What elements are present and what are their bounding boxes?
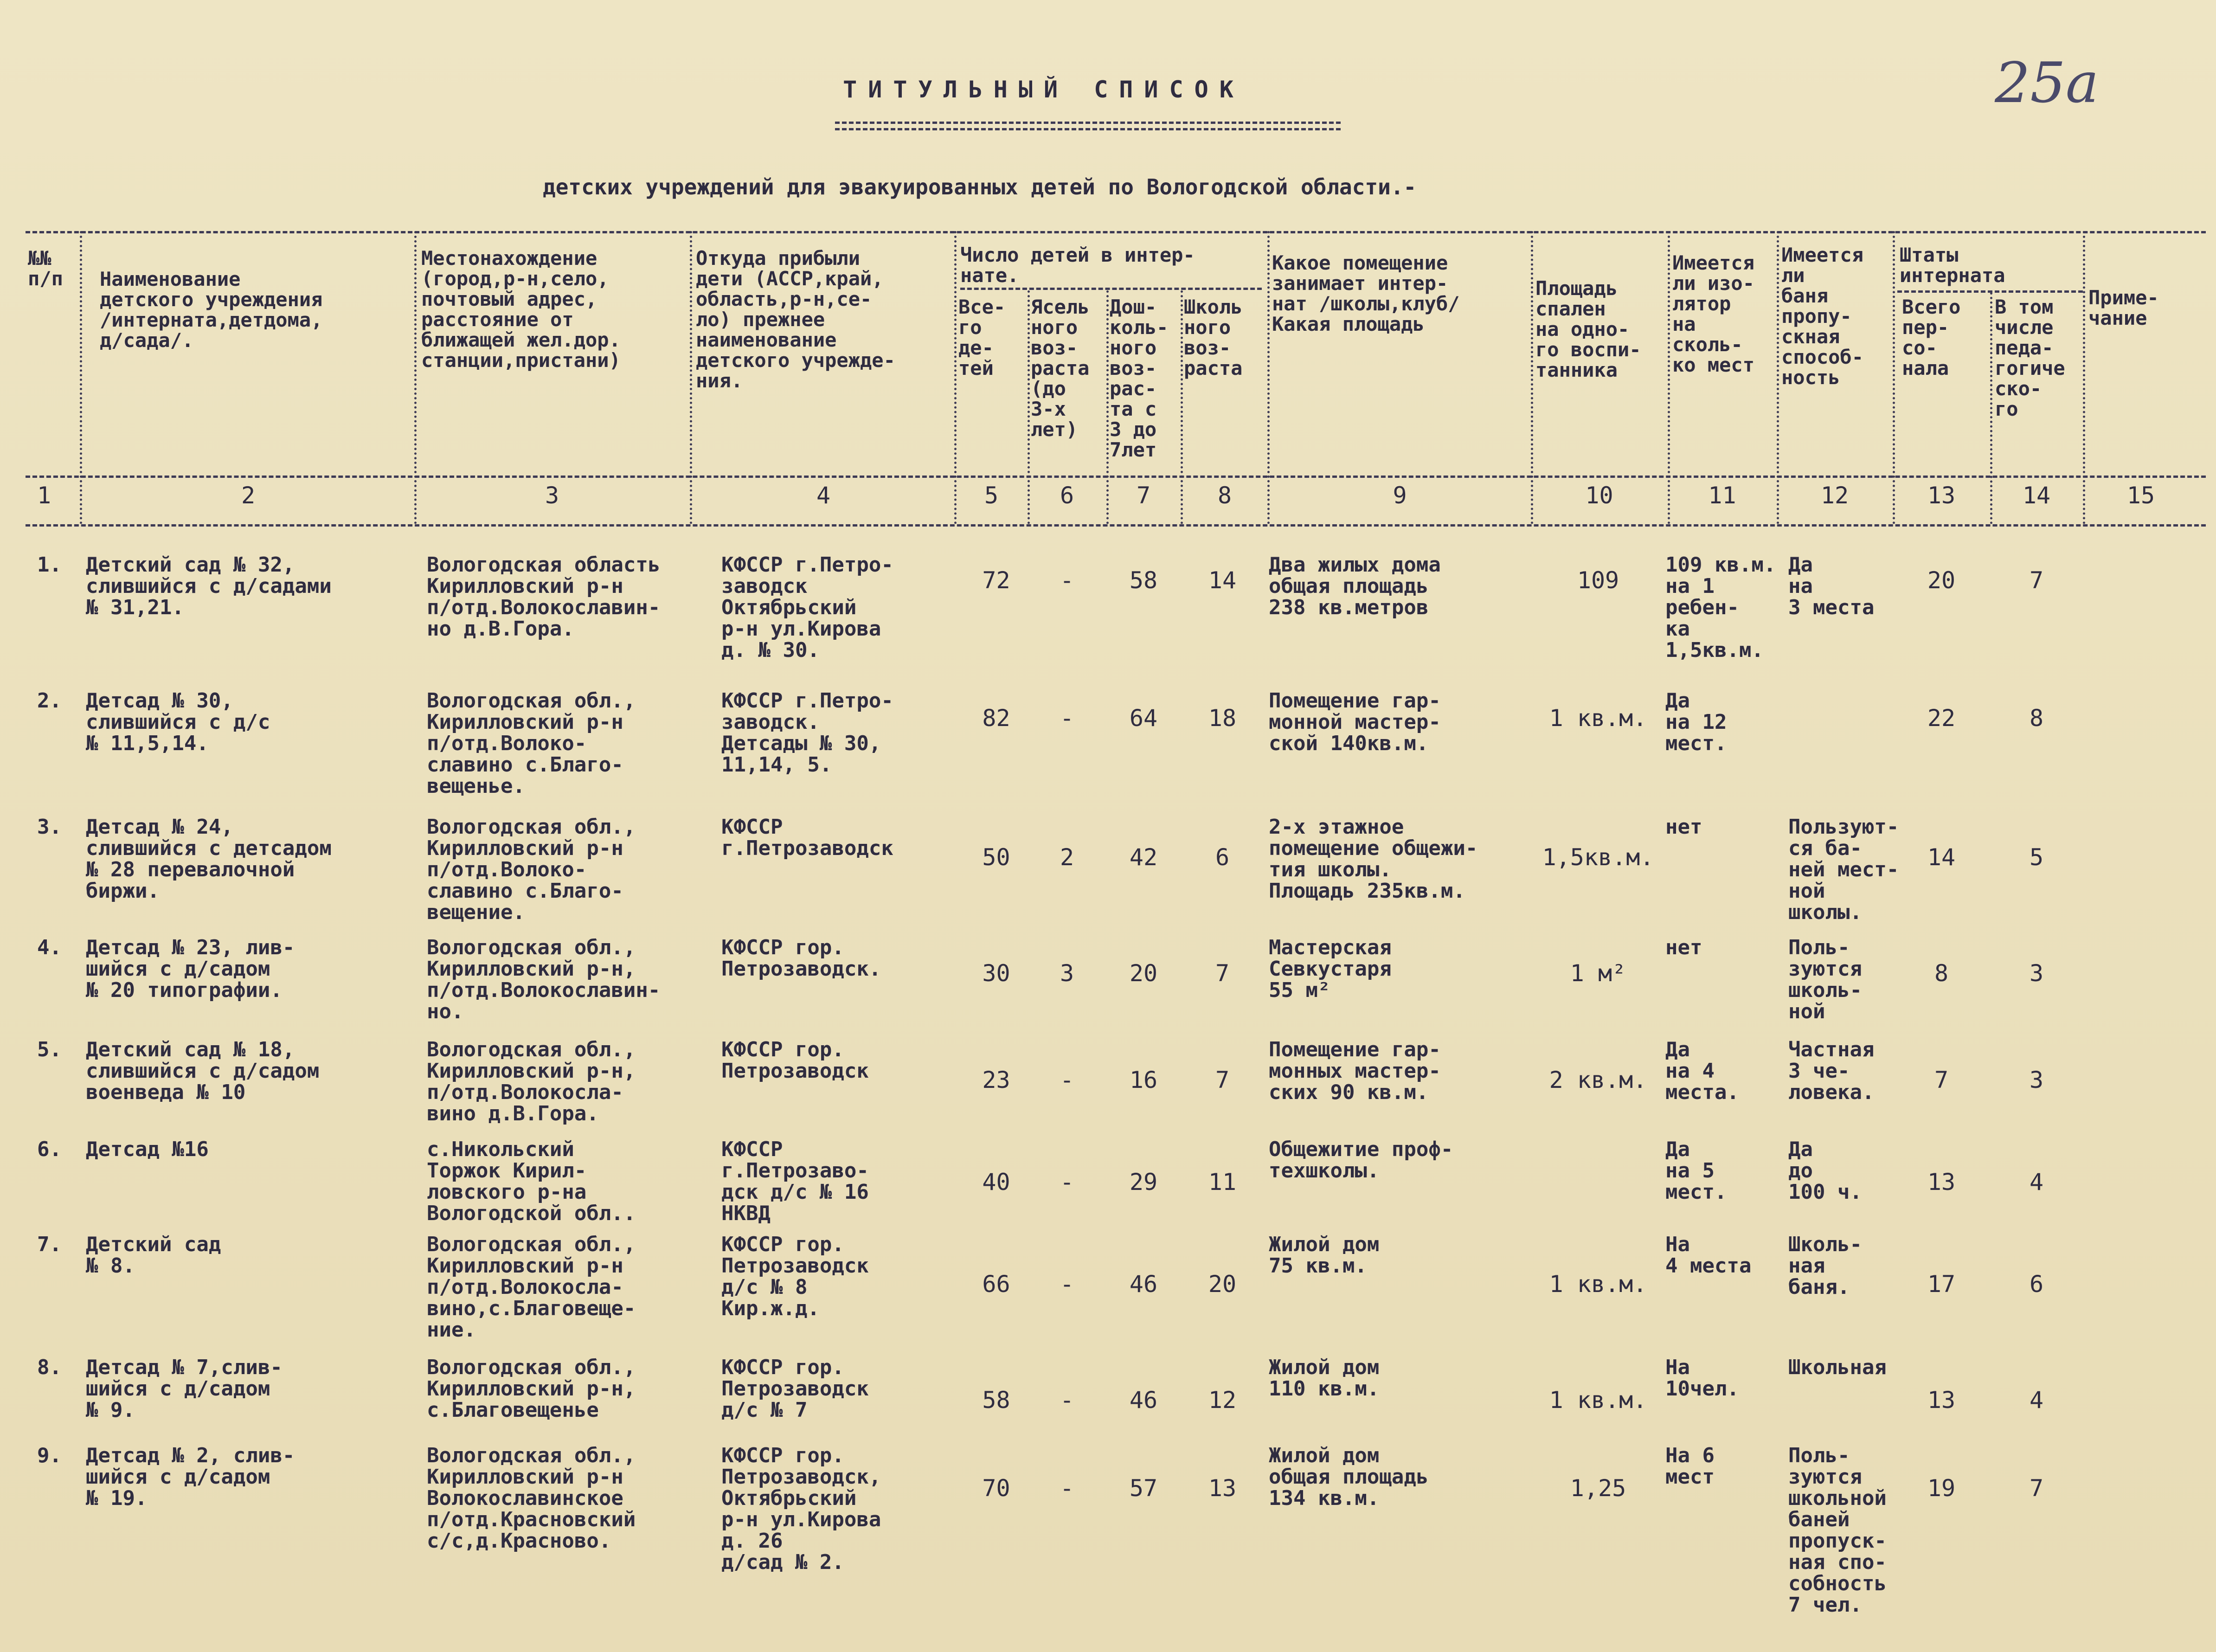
column-number: 10: [1585, 482, 1613, 509]
cell-c8: 6: [1215, 844, 1230, 871]
cell-c8: 18: [1208, 705, 1237, 732]
cell-c12: Школьная: [1788, 1356, 1887, 1379]
cell-c9: Помещение гар- монных мастер- ских 90 кв.м.: [1269, 1038, 1441, 1104]
cell-c10: 1 м²: [1570, 960, 1626, 987]
header-location: Местонахождение (город,р-н,село, почтовый адрес, расстояние от ближащей жел.дор. станции,пристани): [421, 247, 621, 372]
cell-c9: Два жилых дома общая площадь 238 кв.метров: [1269, 553, 1441, 619]
col-divider: [1893, 231, 1895, 524]
cell-c9: Жилой дом общая площадь 134 кв.м.: [1269, 1444, 1429, 1510]
cell-c4: КФССР г.Петро- заводск Октябрьский р-н ул.Кирова д. № 30.: [721, 553, 893, 662]
cell-c6: -: [1060, 1475, 1074, 1502]
cell-c13: 13: [1927, 1387, 1956, 1414]
column-number: 15: [2126, 482, 2155, 509]
cell-c6: -: [1060, 1067, 1074, 1093]
col-divider: [80, 231, 82, 524]
cell-c9: Жилой дом 110 кв.м.: [1269, 1356, 1380, 1401]
cell-c11: Да на 5 мест.: [1665, 1138, 1727, 1204]
header-staff-teaching: В том числе педа- гогиче ско- го: [1995, 296, 2065, 420]
header-children-nursery: Ясель ного воз- раста (до 3-х лет): [1031, 296, 1090, 441]
cell-c5: 70: [982, 1475, 1010, 1502]
cell-c1: 5.: [37, 1038, 62, 1061]
cell-c3: Вологодская обл., Кирилловский р-н, с.Благовещенье: [427, 1356, 636, 1422]
cell-c6: -: [1060, 1271, 1074, 1298]
cell-c2: Детсад №16: [86, 1138, 209, 1161]
cell-c2: Детсад № 23, лив- шийся с д/садом № 20 типографии.: [86, 936, 295, 1002]
header-staff-total: Всего пер- со- нала: [1902, 296, 1961, 379]
cell-c2: Детсад № 2, слив- шийся с д/садом № 19.: [86, 1444, 295, 1510]
column-number: 7: [1136, 482, 1151, 509]
cell-c8: 7: [1215, 960, 1230, 987]
cell-c4: КФССР гор. Петрозаводск д/с № 7: [721, 1356, 869, 1422]
cell-c13: 19: [1927, 1475, 1956, 1502]
column-number: 4: [816, 482, 831, 509]
cell-c9: Жилой дом 75 кв.м.: [1269, 1233, 1380, 1278]
header-origin: Откуда прибыли дети (АССР,край, область,р-н,се- ло) прежнее наименование детского учрежде- ния.: [696, 247, 895, 392]
cell-c7: 42: [1129, 844, 1158, 871]
column-number: 3: [545, 482, 559, 509]
cell-c14: 6: [2029, 1271, 2044, 1298]
cell-c13: 7: [1934, 1067, 1949, 1093]
header-children-preschool: Дош- коль- ного воз- рас- та с 3 до 7лет: [1110, 296, 1169, 461]
cell-c5: 23: [982, 1067, 1010, 1093]
cell-c3: Вологодская обл., Кирилловский р-н, п/отд.Волокославин- но.: [427, 936, 661, 1023]
col-divider: [414, 231, 417, 524]
cell-c6: 2: [1060, 844, 1074, 871]
cell-c14: 4: [2029, 1387, 2044, 1414]
cell-c7: 20: [1129, 960, 1158, 987]
col-divider: [1777, 231, 1779, 524]
cell-c1: 9.: [37, 1444, 62, 1467]
header-bathhouse: Имеется ли баня пропу- скная способ- ность: [1781, 244, 1864, 389]
header-institution-name: Наименование детского учреждения /интерната,детдома, д/сада/.: [100, 268, 323, 352]
cell-c11: Да на 4 места.: [1665, 1038, 1739, 1104]
cell-c7: 29: [1129, 1169, 1158, 1196]
cell-c3: Вологодская область Кирилловский р-н п/отд.Волокославин- но д.В.Гора.: [427, 553, 661, 641]
cell-c1: 3.: [37, 815, 62, 839]
cell-c4: КФССР гор. Петрозаводск: [721, 1038, 869, 1083]
cell-c10: 1,25: [1570, 1475, 1626, 1502]
cell-c13: 13: [1927, 1169, 1956, 1196]
cell-c10: 2 кв.м.: [1549, 1067, 1647, 1093]
cell-c6: -: [1060, 1387, 1074, 1414]
cell-c8: 7: [1215, 1067, 1230, 1093]
title-underline: [835, 122, 1341, 124]
header-staff-group: Штаты интерната: [1900, 244, 2005, 287]
cell-c13: 20: [1927, 567, 1956, 594]
cell-c7: 64: [1129, 705, 1158, 732]
cell-c11: На 6 мест: [1665, 1444, 1715, 1489]
cell-c7: 58: [1129, 567, 1158, 594]
header-row-number: №№ п/п: [28, 247, 63, 290]
cell-c10: 1,5кв.м.: [1542, 844, 1654, 871]
cell-c13: 17: [1927, 1271, 1956, 1298]
cell-c12: Да до 100 ч.: [1788, 1138, 1862, 1204]
cell-c12: Частная 3 че- ловека.: [1788, 1038, 1875, 1104]
cell-c11: 109 кв.м. на 1 ребен- ка 1,5кв.м.: [1665, 553, 1776, 662]
cell-c3: Вологодская обл., Кирилловский р-н п/отд.Волокосла- вино,с.Благовеще- ние.: [427, 1233, 636, 1342]
cell-c14: 7: [2029, 567, 2044, 594]
column-number: 13: [1927, 482, 1956, 509]
header-bottom-rule: [26, 476, 2206, 478]
cell-c6: -: [1060, 567, 1074, 594]
cell-c1: 1.: [37, 553, 62, 577]
cell-c14: 3: [2029, 960, 2044, 987]
cell-c14: 4: [2029, 1169, 2044, 1196]
column-number: 2: [241, 482, 256, 509]
cell-c4: КФССР г.Петро- заводск. Детсады № 30, 11,14, 5.: [721, 689, 893, 777]
cell-c9: Общежитие проф- техшколы.: [1269, 1138, 1453, 1183]
cell-c14: 3: [2029, 1067, 2044, 1093]
cell-c10: 1 кв.м.: [1549, 1387, 1647, 1414]
header-children-total: Все- го де- тей: [958, 296, 1006, 379]
cell-c1: 8.: [37, 1356, 62, 1379]
cell-c2: Детсад № 24, слившийся с детсадом № 28 перевалочной биржи.: [86, 815, 332, 903]
cell-c1: 7.: [37, 1233, 62, 1256]
cell-c2: Детский сад № 32, слившийся с д/садами № 31,21.: [86, 553, 332, 619]
column-number: 14: [2022, 482, 2051, 509]
cell-c4: КФССР г.Петрозаводск: [721, 815, 893, 860]
column-number: 11: [1708, 482, 1736, 509]
col-divider: [2083, 231, 2085, 524]
cell-c7: 46: [1129, 1387, 1158, 1414]
col-divider: [1531, 231, 1533, 524]
cell-c12: Школь- ная баня.: [1788, 1233, 1862, 1299]
cell-c5: 40: [982, 1169, 1010, 1196]
document-title: ТИТУЛЬНЫЙ СПИСОК: [843, 76, 1245, 103]
cell-c5: 66: [982, 1271, 1010, 1298]
column-number: 1: [37, 482, 51, 509]
cell-c6: 3: [1060, 960, 1074, 987]
cell-c13: 14: [1927, 844, 1956, 871]
column-number: 6: [1060, 482, 1074, 509]
cell-c9: Мастерская Севкустаря 55 м²: [1269, 936, 1392, 1002]
cell-c3: Вологодская обл., Кирилловский р-н, п/отд.Волокосла- вино д.В.Гора.: [427, 1038, 636, 1125]
cell-c8: 12: [1208, 1387, 1237, 1414]
table-top-rule: [26, 231, 2206, 233]
cell-c7: 46: [1129, 1271, 1158, 1298]
cell-c2: Детский сад № 18, слившийся с д/садом военведа № 10: [86, 1038, 320, 1104]
cell-c8: 13: [1208, 1475, 1237, 1502]
cell-c12: Пользуют- ся ба- ней мест- ной школы.: [1788, 815, 1899, 924]
header-notes: Приме- чание: [2088, 286, 2159, 329]
cell-c5: 50: [982, 844, 1010, 871]
column-number: 8: [1217, 482, 1232, 509]
cell-c10: 109: [1577, 567, 1619, 594]
cell-c10: 1 кв.м.: [1549, 1271, 1647, 1298]
header-isolation-ward: Имеется ли изо- лятор на сколь- ко мест: [1672, 251, 1755, 376]
cell-c9: Помещение гар- монной мастер- ской 140кв.м.: [1269, 689, 1441, 755]
cell-c7: 57: [1129, 1475, 1158, 1502]
cell-c11: Да на 12 мест.: [1665, 689, 1727, 755]
cell-c3: Вологодская обл., Кирилловский р-н п/отд.Волоко- славино с.Благо- вещение.: [427, 815, 636, 924]
cell-c11: На 10чел.: [1665, 1356, 1739, 1401]
header-bedroom-area: Площадь спален на одно- го воспи- танника: [1535, 277, 1641, 381]
cell-c14: 8: [2029, 705, 2044, 732]
cell-c1: 2.: [37, 689, 62, 713]
cell-c14: 7: [2029, 1475, 2044, 1502]
cell-c12: Поль- зуются школьной баней пропуск- ная спо- собность 7 чел.: [1788, 1444, 1887, 1617]
col-divider: [1668, 231, 1670, 524]
cell-c4: КФССР гор. Петрозаводск д/с № 8 Кир.ж.д.: [721, 1233, 869, 1320]
cell-c12: Да на 3 места: [1788, 553, 1875, 619]
column-number: 9: [1393, 482, 1407, 509]
cell-c6: -: [1060, 1169, 1074, 1196]
cell-c1: 6.: [37, 1138, 62, 1161]
cell-c3: Вологодская обл., Кирилловский р-н п/отд.Волоко- славино с.Благо- вещенье.: [427, 689, 636, 798]
column-numbers-bottom-rule: [26, 524, 2206, 527]
cell-c8: 14: [1208, 567, 1237, 594]
column-number: 12: [1820, 482, 1849, 509]
cell-c5: 82: [982, 705, 1010, 732]
cell-c11: нет: [1665, 815, 1702, 839]
cell-c3: с.Никольский Торжок Кирил- ловского р-на Вологодской обл..: [427, 1138, 636, 1225]
cell-c13: 8: [1934, 960, 1949, 987]
title-underline-2: [835, 128, 1341, 130]
cell-c11: На 4 места: [1665, 1233, 1752, 1278]
header-children-group: Число детей в интер- нате.: [960, 244, 1195, 287]
cell-c11: нет: [1665, 936, 1702, 959]
cell-c4: КФССР гор. Петрозаводск.: [721, 936, 881, 981]
header-children-school: Школь ного воз- раста: [1184, 296, 1243, 379]
cell-c3: Вологодская обл., Кирилловский р-н Волокославинское п/отд.Красновский с/с,д.Красново.: [427, 1444, 636, 1553]
cell-c2: Детсад № 30, слившийся с д/с № 11,5,14.: [86, 689, 270, 755]
col-divider: [954, 231, 957, 524]
column-number: 5: [984, 482, 999, 509]
cell-c7: 16: [1129, 1067, 1158, 1093]
cell-c9: 2-х этажное помещение общежи- тия школы. Площадь 235кв.м.: [1269, 815, 1478, 903]
cell-c10: 1 кв.м.: [1549, 705, 1647, 732]
cell-c5: 58: [982, 1387, 1010, 1414]
cell-c14: 5: [2029, 844, 2044, 871]
header-premises: Какое помещение занимает интер- нат /школы,клуб/ Какая площадь: [1272, 251, 1460, 335]
cell-c13: 22: [1927, 705, 1956, 732]
document-subtitle: детских учреждений для эвакуированных детей по Вологодской области.-: [543, 174, 1417, 199]
cell-c2: Детский сад № 8.: [86, 1233, 221, 1278]
cell-c12: Поль- зуются школь- ной: [1788, 936, 1862, 1023]
col-divider: [1267, 231, 1270, 524]
cell-c4: КФССР гор. Петрозаводск, Октябрьский р-н ул.Кирова д. 26 д/сад № 2.: [721, 1444, 881, 1574]
cell-c1: 4.: [37, 936, 62, 959]
cell-c5: 30: [982, 960, 1010, 987]
children-group-rule: [960, 288, 1262, 290]
cell-c8: 20: [1208, 1271, 1237, 1298]
cell-c6: -: [1060, 705, 1074, 732]
folio-number: 25а: [1995, 51, 2099, 116]
cell-c8: 11: [1208, 1169, 1237, 1196]
cell-c5: 72: [982, 567, 1010, 594]
cell-c2: Детсад № 7,слив- шийся с д/садом № 9.: [86, 1356, 283, 1422]
col-divider: [690, 231, 692, 524]
cell-c4: КФССР г.Петрозаво- дск д/с № 16 НКВД: [721, 1138, 869, 1225]
